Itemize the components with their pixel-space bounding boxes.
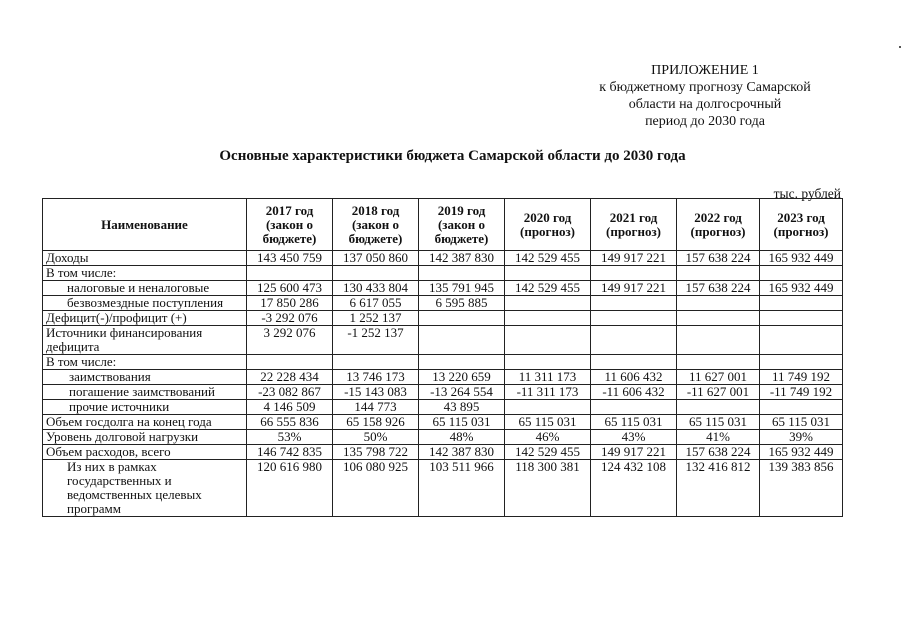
value-cell: [677, 355, 760, 370]
value-cell: 13 220 659: [419, 370, 505, 385]
value-cell: 11 311 173: [505, 370, 591, 385]
row-name-cell: Уровень долговой нагрузки: [43, 430, 247, 445]
value-cell: 13 746 173: [333, 370, 419, 385]
value-cell: -1 252 137: [333, 326, 419, 355]
value-cell: 124 432 108: [591, 460, 677, 517]
value-cell: 3 292 076: [247, 326, 333, 355]
value-cell: 11 606 432: [591, 370, 677, 385]
header-2019: 2019 год (закон о бюджете): [419, 199, 505, 251]
table-header-row: [43, 199, 843, 251]
row-name-cell: Из них в рамках государственных и ведомственных целевых программ: [43, 460, 247, 517]
value-cell: [760, 400, 843, 415]
value-cell: 144 773: [333, 400, 419, 415]
value-cell: 65 115 031: [505, 415, 591, 430]
value-cell: [419, 326, 505, 355]
value-cell: 157 638 224: [677, 281, 760, 296]
value-cell: -3 292 076: [247, 311, 333, 326]
table-row: [43, 460, 843, 517]
value-cell: 6 617 055: [333, 296, 419, 311]
appendix-line-4: период до 2030 года: [645, 114, 765, 129]
value-cell: [677, 326, 760, 355]
value-cell: [505, 355, 591, 370]
value-cell: 165 932 449: [760, 281, 843, 296]
value-cell: [505, 296, 591, 311]
value-cell: 39%: [760, 430, 843, 445]
value-cell: [677, 266, 760, 281]
value-cell: 137 050 860: [333, 251, 419, 266]
header-2020: 2020 год (прогноз): [505, 199, 591, 251]
value-cell: 43%: [591, 430, 677, 445]
value-cell: 43 895: [419, 400, 505, 415]
value-cell: 118 300 381: [505, 460, 591, 517]
value-cell: -23 082 867: [247, 385, 333, 400]
value-cell: 65 115 031: [677, 415, 760, 430]
value-cell: 65 115 031: [419, 415, 505, 430]
value-cell: [760, 326, 843, 355]
table-row: [43, 445, 843, 460]
row-name-cell: Дефицит(-)/профицит (+): [43, 311, 247, 326]
value-cell: [591, 311, 677, 326]
row-name-cell: налоговые и неналоговые: [43, 281, 247, 296]
value-cell: 135 791 945: [419, 281, 505, 296]
value-cell: 139 383 856: [760, 460, 843, 517]
value-cell: -15 143 083: [333, 385, 419, 400]
table-row: [43, 311, 843, 326]
value-cell: [591, 326, 677, 355]
value-cell: [247, 355, 333, 370]
value-cell: [505, 326, 591, 355]
value-cell: [760, 355, 843, 370]
value-cell: [760, 266, 843, 281]
row-name-cell: прочие источники: [43, 400, 247, 415]
value-cell: 53%: [247, 430, 333, 445]
value-cell: 1 252 137: [333, 311, 419, 326]
value-cell: [591, 400, 677, 415]
row-name-cell: Доходы: [43, 251, 247, 266]
value-cell: 142 387 830: [419, 251, 505, 266]
value-cell: [760, 296, 843, 311]
header-2021: 2021 год (прогноз): [591, 199, 677, 251]
header-name: Наименование: [43, 199, 247, 251]
value-cell: 22 228 434: [247, 370, 333, 385]
value-cell: 106 080 925: [333, 460, 419, 517]
value-cell: 120 616 980: [247, 460, 333, 517]
value-cell: [419, 311, 505, 326]
value-cell: 46%: [505, 430, 591, 445]
header-2023: 2023 год (прогноз): [760, 199, 843, 251]
value-cell: [419, 355, 505, 370]
value-cell: 165 932 449: [760, 445, 843, 460]
value-cell: 17 850 286: [247, 296, 333, 311]
appendix-block: [575, 62, 835, 130]
table-row: [43, 370, 843, 385]
value-cell: 65 158 926: [333, 415, 419, 430]
table-row: [43, 400, 843, 415]
value-cell: 4 146 509: [247, 400, 333, 415]
header-2017: 2017 год (закон о бюджете): [247, 199, 333, 251]
row-name-cell: Объем расходов, всего: [43, 445, 247, 460]
row-name-cell: Источники финансирования дефицита: [43, 326, 247, 355]
value-cell: [505, 400, 591, 415]
value-cell: 65 115 031: [591, 415, 677, 430]
value-cell: 11 627 001: [677, 370, 760, 385]
row-name-cell: заимствования: [43, 370, 247, 385]
value-cell: 157 638 224: [677, 251, 760, 266]
table-row: [43, 266, 843, 281]
scan-mark: [899, 46, 901, 48]
value-cell: [591, 355, 677, 370]
value-cell: [677, 296, 760, 311]
value-cell: 66 555 836: [247, 415, 333, 430]
table-row: [43, 296, 843, 311]
value-cell: -13 264 554: [419, 385, 505, 400]
document-title: Основные характеристики бюджета Самарской области до 2030 года: [219, 148, 686, 164]
value-cell: 125 600 473: [247, 281, 333, 296]
value-cell: 130 433 804: [333, 281, 419, 296]
table-row: [43, 326, 843, 355]
row-name-cell: безвозмездные поступления: [43, 296, 247, 311]
value-cell: 149 917 221: [591, 445, 677, 460]
value-cell: 157 638 224: [677, 445, 760, 460]
value-cell: [591, 296, 677, 311]
value-cell: -11 606 432: [591, 385, 677, 400]
value-cell: [419, 266, 505, 281]
value-cell: [505, 311, 591, 326]
table-row: [43, 281, 843, 296]
value-cell: [333, 266, 419, 281]
value-cell: 146 742 835: [247, 445, 333, 460]
value-cell: [591, 266, 677, 281]
value-cell: -11 749 192: [760, 385, 843, 400]
table-body: [43, 251, 843, 517]
value-cell: 50%: [333, 430, 419, 445]
value-cell: [333, 355, 419, 370]
table-row: [43, 251, 843, 266]
value-cell: 135 798 722: [333, 445, 419, 460]
value-cell: 11 749 192: [760, 370, 843, 385]
value-cell: [247, 266, 333, 281]
appendix-line-2: к бюджетному прогнозу Самарской: [599, 80, 811, 95]
appendix-line-3: области на долгосрочный: [628, 97, 782, 112]
value-cell: 149 917 221: [591, 251, 677, 266]
value-cell: [760, 311, 843, 326]
table-row: [43, 430, 843, 445]
row-name-cell: В том числе:: [43, 266, 247, 281]
value-cell: 165 932 449: [760, 251, 843, 266]
table-row: [43, 385, 843, 400]
row-name-cell: В том числе:: [43, 355, 247, 370]
row-name-cell: погашение заимствований: [43, 385, 247, 400]
value-cell: [677, 400, 760, 415]
value-cell: 132 416 812: [677, 460, 760, 517]
value-cell: 142 387 830: [419, 445, 505, 460]
budget-table: [42, 198, 843, 517]
table-row: [43, 415, 843, 430]
value-cell: [505, 266, 591, 281]
header-2022: 2022 год (прогноз): [677, 199, 760, 251]
value-cell: 149 917 221: [591, 281, 677, 296]
value-cell: 6 595 885: [419, 296, 505, 311]
value-cell: -11 311 173: [505, 385, 591, 400]
table-row: [43, 355, 843, 370]
value-cell: 142 529 455: [505, 445, 591, 460]
value-cell: -11 627 001: [677, 385, 760, 400]
value-cell: 41%: [677, 430, 760, 445]
value-cell: 142 529 455: [505, 251, 591, 266]
value-cell: 142 529 455: [505, 281, 591, 296]
row-name-cell: Объем госдолга на конец года: [43, 415, 247, 430]
appendix-line-1: ПРИЛОЖЕНИЕ 1: [651, 63, 759, 78]
unit-label: тыс. рублей: [773, 186, 841, 201]
value-cell: 65 115 031: [760, 415, 843, 430]
value-cell: 143 450 759: [247, 251, 333, 266]
value-cell: 48%: [419, 430, 505, 445]
header-2018: 2018 год (закон о бюджете): [333, 199, 419, 251]
value-cell: 103 511 966: [419, 460, 505, 517]
value-cell: [677, 311, 760, 326]
